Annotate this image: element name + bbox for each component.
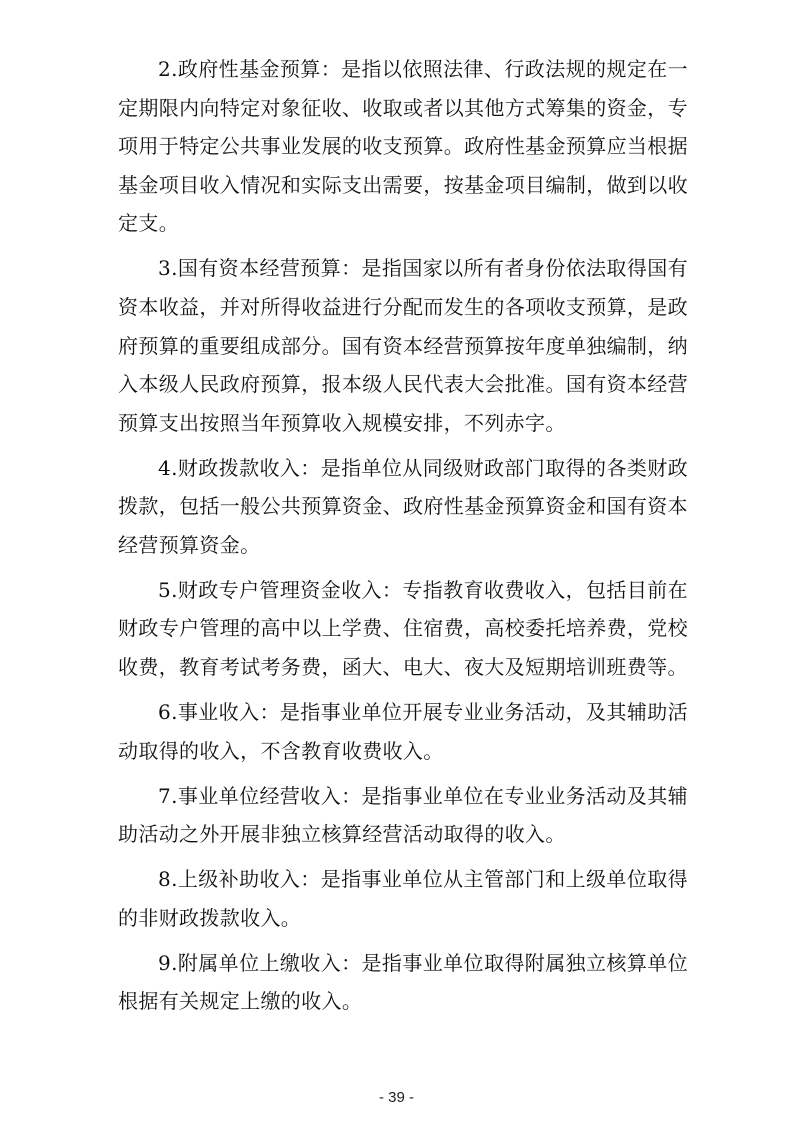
paragraph-label: 5.财政专户管理资金收入： xyxy=(158,577,403,602)
paragraph-text: 是指国家以所有者身份依法取得国有资本收益，并对所得收益进行分配而发生的各项收支预算，是政府预算的重要组成部分。国有资本经营预算按年度单独编制，纳入本级人民政府预算，报本级人民代表大会批准。国有资本经营预算支出按照当年预算收入规模安排，不列赤字。 xyxy=(118,256,688,435)
paragraph-special-account-income xyxy=(118,571,688,687)
paragraph-fiscal-appropriation-income xyxy=(118,449,688,565)
paragraph-label: 4.财政拨款收入： xyxy=(158,455,321,480)
paragraph-text: 是指事业单位取得附属独立核算单位根据有关规定上缴的收入。 xyxy=(118,950,688,1014)
paragraph-higher-level-subsidy xyxy=(118,860,688,937)
paragraph-label: 3.国有资本经营预算： xyxy=(158,256,362,281)
document-body xyxy=(118,50,688,1027)
paragraph-state-capital-budget xyxy=(118,249,688,442)
paragraph-label: 6.事业收入： xyxy=(158,700,280,725)
paragraph-label: 7.事业单位经营收入： xyxy=(158,783,362,808)
paragraph-text: 专指教育收费收入，包括目前在财政专户管理的高中以上学费、住宿费，高校委托培养费，党校收费，教育考试考务费，函大、电大、夜大及短期培训班费等。 xyxy=(118,577,688,680)
paragraph-text: 是指单位从同级财政部门取得的各类财政拨款，包括一般公共预算资金、政府性基金预算资金和国有资本经营预算资金。 xyxy=(118,455,688,557)
paragraph-text: 是指以依照法律、行政法规的规定在一定期限内向特定对象征收、收取或者以其他方式筹集的资金，专项用于特定公共事业发展的收支预算。政府性基金预算应当根据基金项目收入情况和实际支出需要，按基金项目编制，做到以收定支。 xyxy=(118,57,688,236)
paragraph-government-fund-budget xyxy=(118,50,688,243)
paragraph-text: 是指事业单位在专业业务活动及其辅助活动之外开展非独立核算经营活动取得的收入。 xyxy=(118,783,688,847)
paragraph-label: 2.政府性基金预算： xyxy=(158,57,342,81)
paragraph-business-income xyxy=(118,693,688,770)
paragraph-label: 9.附属单位上缴收入： xyxy=(158,950,362,975)
page-number: - 39 - xyxy=(378,1089,414,1106)
paragraph-text: 是指事业单位开展专业业务活动，及其辅助活动取得的收入，不含教育收费收入。 xyxy=(118,700,688,763)
paragraph-text: 是指事业单位从主管部门和上级单位取得的非财政拨款收入。 xyxy=(118,867,688,930)
paragraph-operating-income xyxy=(118,777,688,854)
paragraph-label: 8.上级补助收入： xyxy=(158,867,321,892)
paragraph-subsidiary-remittance xyxy=(118,944,688,1021)
